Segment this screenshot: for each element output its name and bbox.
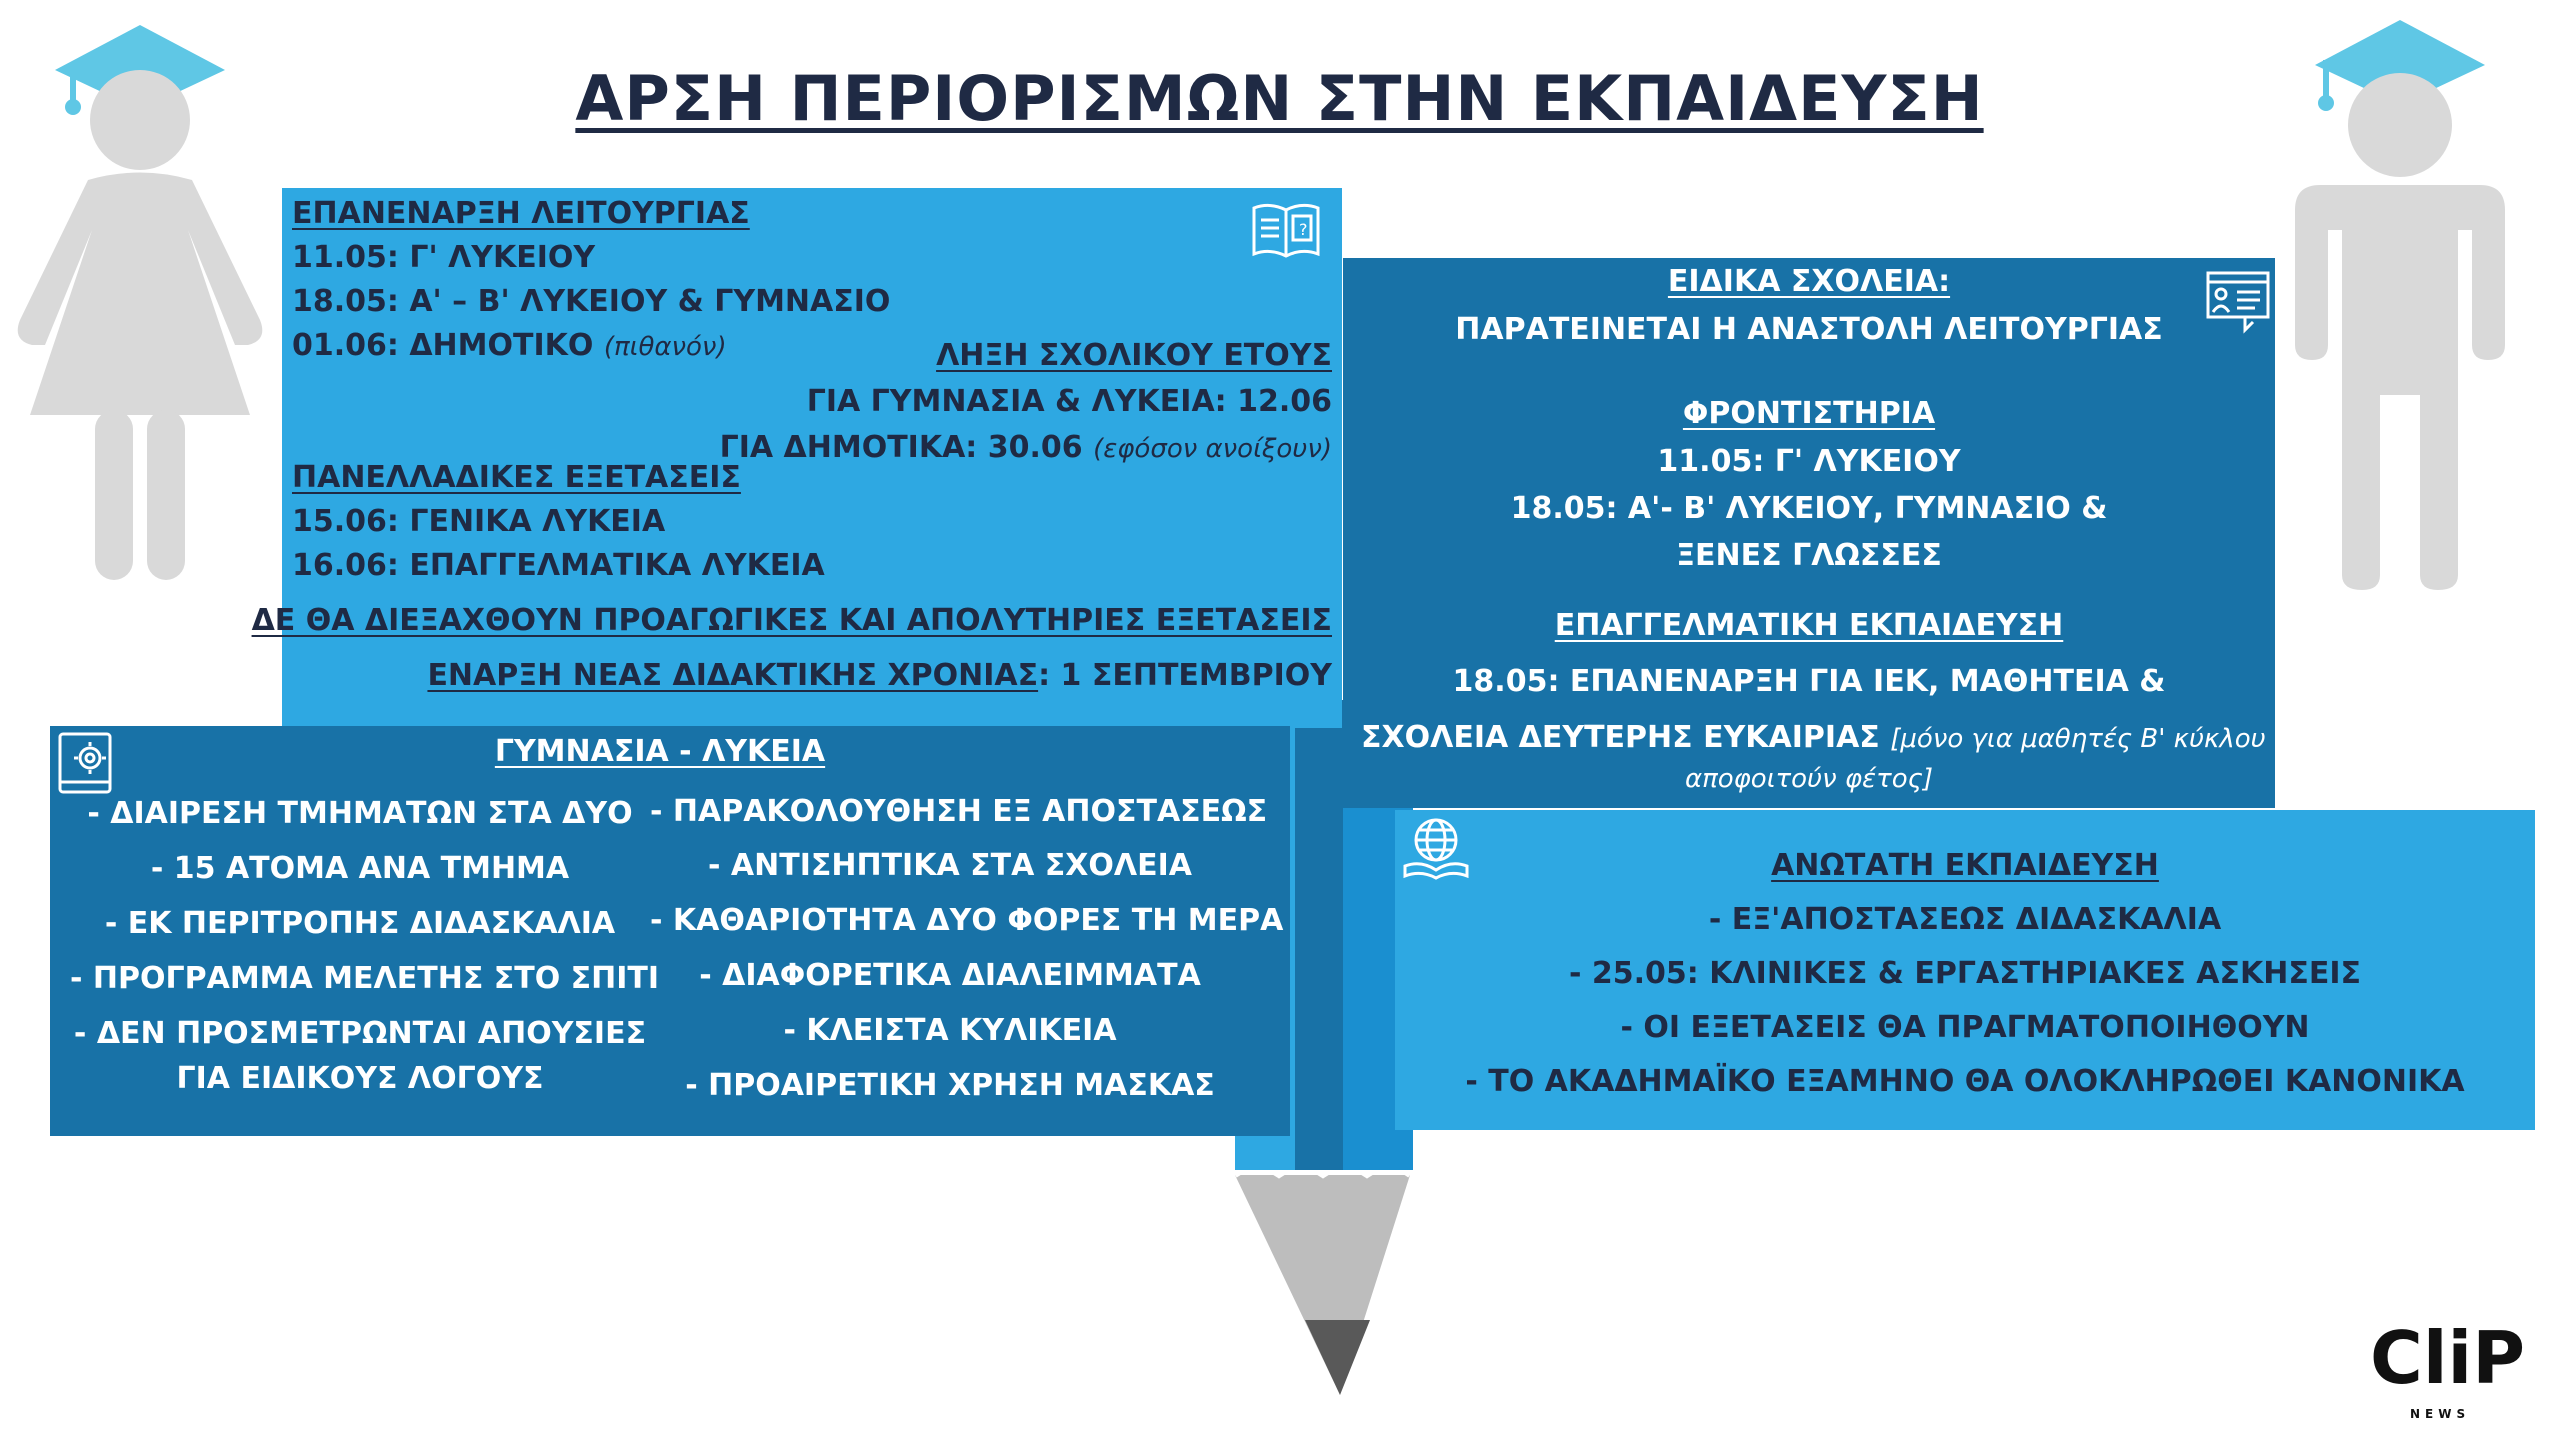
gymnasia-left-item: - ΔΕΝ ΠΡΟΣΜΕΤΡΩΝΤΑΙ ΑΠΟΥΣΙΕΣ: [73, 1016, 647, 1051]
panhellenic-line: 16.06: ΕΠΑΓΓΕΛΜΑΤΙΚΑ ΛΥΚΕΙΑ: [292, 548, 825, 583]
gymnasia-right-item: - ΚΑΘΑΡΙΟΤΗΤΑ ΔΥΟ ΦΟΡΕΣ ΤΗ ΜΕΡΑ: [650, 903, 1284, 938]
vocational-heading: ΕΠΑΓΓΕΛΜΑΤΙΚΗ ΕΚΠΑΙΔΕΥΣΗ: [1554, 608, 2064, 643]
no-exams-note: ΔΕ ΘΑ ΔΙΕΞΑΧΘΟΥΝ ΠΡΟΑΓΩΓΙΚΕΣ ΚΑΙ ΑΠΟΛΥΤΗΡΙΕΣ ΕΞΕΤΑΣΕΙΣ: [251, 603, 1332, 638]
gymnasia-right-item: - ΠΡΟΑΙΡΕΤΙΚΗ ΧΡΗΣΗ ΜΑΣΚΑΣ: [685, 1068, 1215, 1103]
special-schools-panel: [1343, 258, 2321, 808]
higher-ed-item: - 25.05: ΚΛΙΝΙΚΕΣ & ΕΡΓΑΣΤΗΡΙΑΚΕΣ ΑΣΚΗΣΕΙΣ: [1568, 956, 2362, 991]
special-schools-heading: ΕΙΔΙΚΑ ΣΧΟΛΕΙΑ:: [1667, 264, 1951, 299]
tutoring-heading: ΦΡΟΝΤΙΣΤΗΡΙΑ: [1682, 396, 1936, 431]
higher-ed-item: - ΟΙ ΕΞΕΤΑΣΕΙΣ ΘΑ ΠΡΑΓΜΑΤΟΠΟΙΗΘΟΥΝ: [1620, 1010, 2310, 1045]
clip-news-logo: [2370, 1325, 2530, 1421]
school-year-end-line: ΓΙΑ ΔΗΜΟΤΙΚΑ: 30.06 (εφόσον ανοίξουν): [719, 430, 1332, 465]
gear-book-icon: [56, 730, 120, 800]
pencil-body-dark: [1295, 700, 1343, 1170]
male-student-icon: [2280, 15, 2540, 590]
school-year-end-line: ΓΙΑ ΓΥΜΝΑΣΙΑ & ΛΥΚΕΙΑ: 12.06: [806, 384, 1332, 419]
panhellenic-line: 15.06: ΓΕΝΙΚΑ ΛΥΚΕΙΑ: [292, 504, 666, 539]
school-year-end-heading: ΛΗΞΗ ΣΧΟΛΙΚΟΥ ΕΤΟΥΣ: [936, 338, 1332, 373]
gymnasia-right-item: - ΠΑΡΑΚΟΛΟΥΘΗΣΗ ΕΞ ΑΠΟΣΤΑΣΕΩΣ: [650, 794, 1268, 829]
svg-text:CliP: CliP: [2370, 1325, 2525, 1400]
vocational-line: ΣΧΟΛΕΙΑ ΔΕΥΤΕΡΗΣ ΕΥΚΑΙΡΙΑΣ [μόνο για μαθητές Β' κύκλου που: [1361, 720, 2321, 755]
restart-line: 01.06: ΔΗΜΟΤΙΚΟ (πιθανόν): [292, 328, 727, 363]
vocational-note: αποφοιτούν φέτος]: [1684, 764, 1934, 794]
restart-heading: ΕΠΑΝΕΝΑΡΞΗ ΛΕΙΤΟΥΡΓΙΑΣ: [292, 196, 750, 231]
tutoring-line: 18.05: Α'- Β' ΛΥΚΕΙΟΥ, ΓΥΜΝΑΣΙΟ &: [1510, 491, 2108, 526]
higher-education-panel: [1395, 810, 2535, 1130]
vocational-line: 18.05: ΕΠΑΝΕΝΑΡΞΗ ΓΙΑ ΙΕΚ, ΜΑΘΗΤΕΙΑ &: [1452, 664, 2166, 699]
clip-logo-mark: [2370, 1325, 2530, 1415]
higher-ed-item: - ΕΞ'ΑΠΟΣΤΑΣΕΩΣ ΔΙΔΑΣΚΑΛΙΑ: [1708, 902, 2222, 937]
book-icon: [1250, 198, 1322, 262]
higher-ed-heading: ΑΝΩΤΑΤΗ ΕΚΠΑΙΔΕΥΣΗ: [1771, 848, 2159, 883]
gymnasia-right-item: - ΑΝΤΙΣΗΠΤΙΚΑ ΣΤΑ ΣΧΟΛΕΙΑ: [708, 848, 1192, 883]
gymnasia-left-item: - ΠΡΟΓΡΑΜΜΑ ΜΕΛΕΤΗΣ ΣΤΟ ΣΠΙΤΙ: [70, 961, 660, 996]
tutoring-line: 11.05: Γ' ΛΥΚΕΙΟΥ: [1657, 444, 1961, 479]
gymnasia-right-item: - ΚΛΕΙΣΤΑ ΚΥΛΙΚΕΙΑ: [783, 1013, 1117, 1048]
higher-ed-item: - ΤΟ ΑΚΑΔΗΜΑΪΚΟ ΕΞΑΜΗΝΟ ΘΑ ΟΛΟΚΛΗΡΩΘΕΙ ΚΑΝΟΝΙΚΑ: [1465, 1064, 2465, 1099]
female-student-icon: [10, 15, 270, 585]
gymnasia-left-item: - 15 ΑΤΟΜΑ ΑΝΑ ΤΜΗΜΑ: [150, 851, 570, 886]
page-title: ΑΡΣΗ ΠΕΡΙΟΡΙΣΜΩΝ ΣΤΗΝ ΕΚΠΑΙΔΕΥΣΗ: [575, 62, 1984, 135]
restart-line: 11.05: Γ' ΛΥΚΕΙΟΥ: [292, 240, 596, 275]
tutoring-line: ΞΕΝΕΣ ΓΛΩΣΣΕΣ: [1676, 538, 1942, 573]
svg-text:?: ?: [1299, 220, 1308, 239]
clip-logo-subtext: NEWS: [2410, 1407, 2471, 1421]
gymnasia-left-item: - ΔΙΑΙΡΕΣΗ ΤΜΗΜΑΤΩΝ ΣΤΑ ΔΥΟ: [87, 796, 633, 831]
new-school-year: ΕΝΑΡΞΗ ΝΕΑΣ ΔΙΔΑΚΤΙΚΗΣ ΧΡΟΝΙΑΣ: 1 ΣΕΠΤΕΜΒΡΙΟΥ: [427, 658, 1332, 693]
gymnasia-heading: ΓΥΜΝΑΣΙΑ - ΛΥΚΕΙΑ: [494, 734, 826, 769]
gymnasia-panel: [50, 726, 1290, 1136]
special-schools-text: ΠΑΡΑΤΕΙΝΕΤΑΙ Η ΑΝΑΣΤΟΛΗ ΛΕΙΤΟΥΡΓΙΑΣ: [1455, 312, 2163, 347]
gymnasia-left-item: ΓΙΑ ΕΙΔΙΚΟΥΣ ΛΟΓΟΥΣ: [176, 1061, 544, 1096]
restart-line: 18.05: Α' – Β' ΛΥΚΕΙΟΥ & ΓΥΜΝΑΣΙΟ: [292, 284, 891, 319]
gymnasia-right-item: - ΔΙΑΦΟΡΕΤΙΚΑ ΔΙΑΛΕΙΜΜΑΤΑ: [699, 958, 1201, 993]
presentation-icon: [2205, 270, 2271, 334]
panhellenic-heading: ΠΑΝΕΛΛΑΔΙΚΕΣ ΕΞΕΤΑΣΕΙΣ: [292, 460, 741, 495]
school-reopening-panel: [251, 188, 1342, 728]
gymnasia-left-item: - ΕΚ ΠΕΡΙΤΡΟΠΗΣ ΔΙΔΑΣΚΑΛΙΑ: [104, 906, 616, 941]
